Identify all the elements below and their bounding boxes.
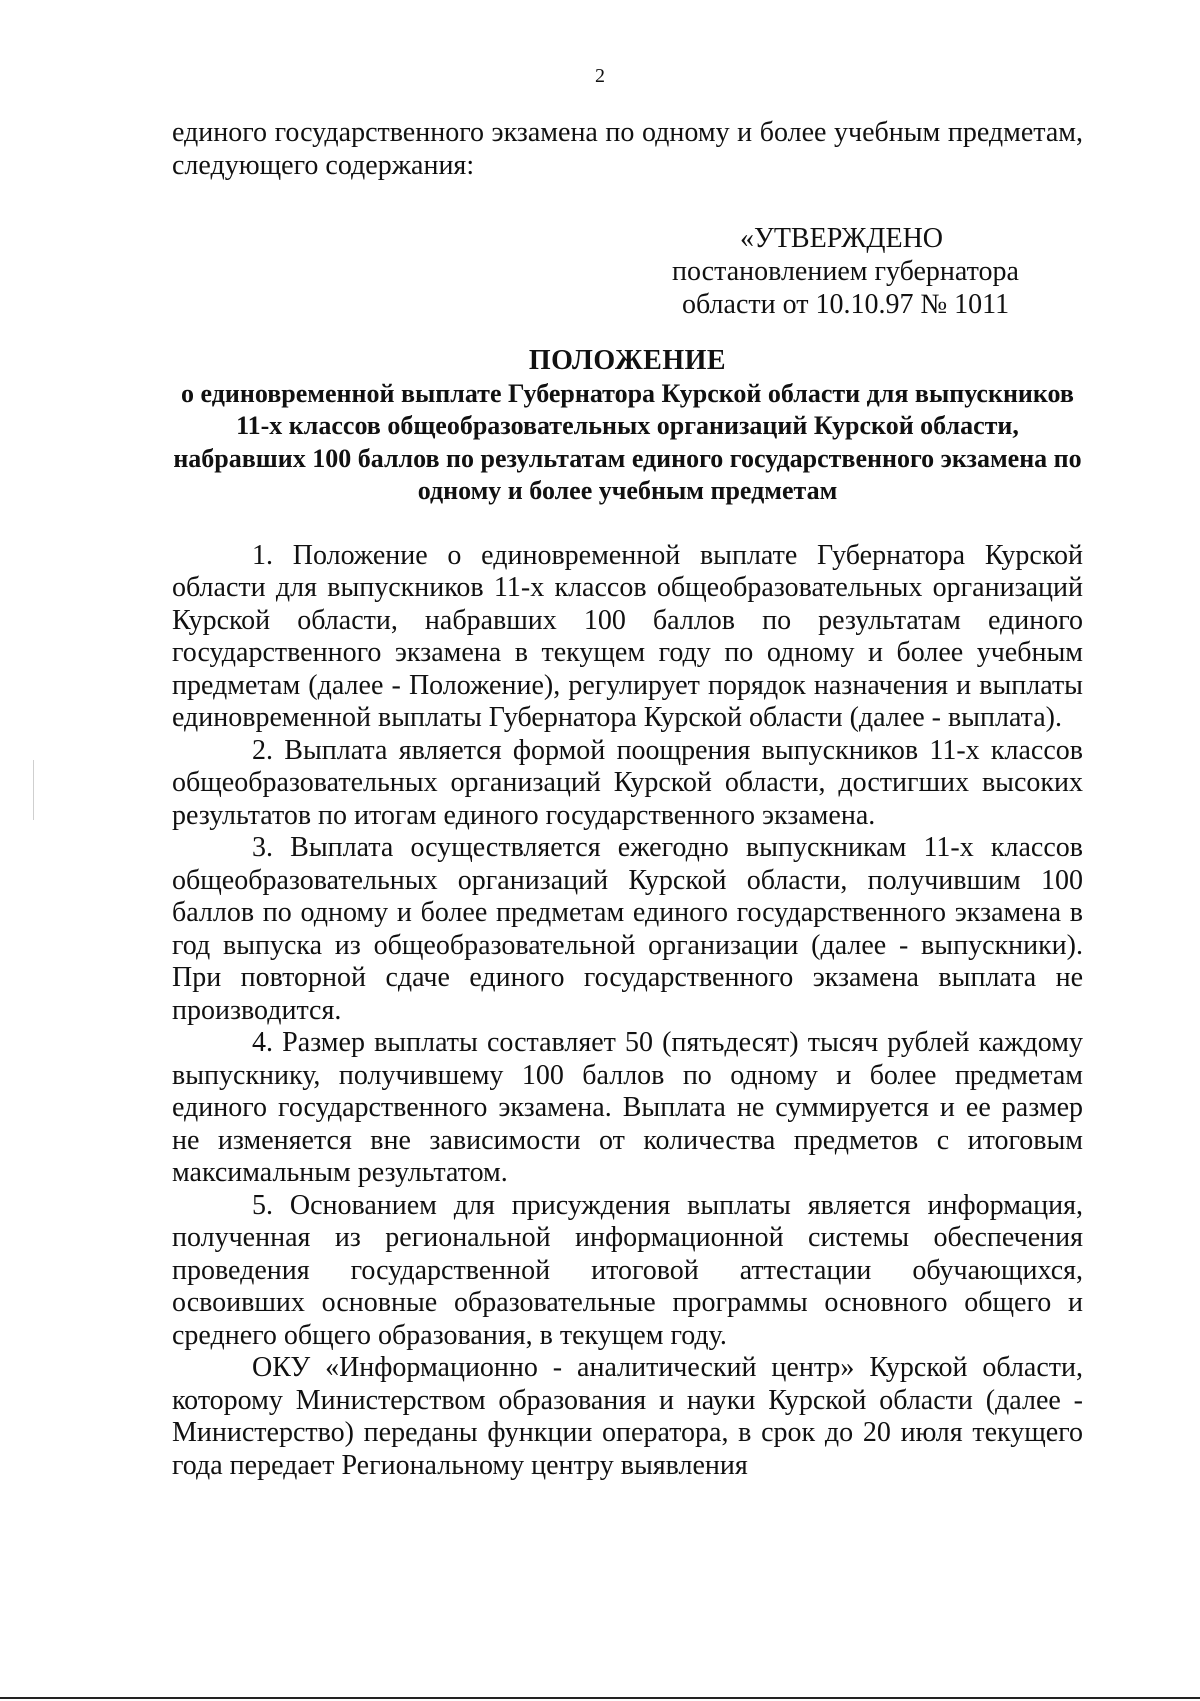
approval-line-2: постановлением губернатора — [672, 256, 1019, 287]
approval-line-1: «УТВЕРЖДЕНО — [740, 223, 944, 254]
paragraph-5: 5. Основанием для присуждения выплаты является информация, полученная из региональной информационной системы обеспечения проведения государственной итоговой аттестации обучающихся, освоивших основные образовательные программы основного общего и среднего общего образования, в текущем году. — [172, 1189, 1083, 1351]
document-subtitle: о единовременной выплате Губернатора Курской области для выпускников 11-х классов общеобразовательных организаций Курской области, набравших 100 баллов по результатам единого государственного экзамена по одному и более учебным предметам — [173, 378, 1082, 505]
approval-line-3: области от 10.10.97 № 1011 — [682, 289, 1010, 320]
paragraph-3: 3. Выплата осуществляется ежегодно выпускникам 11-х классов общеобразовательных организаций Курской области, получившим 100 баллов по одному и более предметам единого государственного экзамена в год выпуска из общеобразовательной организации (далее - выпускники). При повторной сдаче единого государственного экзамена выплата не производится. — [172, 832, 1083, 1026]
intro-text: единого государственного экзамена по одному и более учебным предметам, следующего содержания: — [172, 117, 1083, 181]
approval-block — [672, 222, 1083, 321]
scan-bottom-edge — [0, 1697, 1200, 1699]
document-title: ПОЛОЖЕНИЕ — [528, 345, 727, 376]
page-number: 2 — [595, 65, 605, 87]
paragraph-4: 4. Размер выплаты составляет 50 (пятьдесят) тысяч рублей каждому выпускнику, получившему 100 баллов по одному и более предметам единого государственного экзамена. Выплата не суммируется и ее размер не изменяется вне зависимости от количества предметов с итоговым максимальным результатом. — [172, 1027, 1083, 1188]
paragraph-2: 2. Выплата является формой поощрения выпускников 11-х классов общеобразовательных организаций Курской области, достигших высоких результатов по итогам единого государственного экзамена. — [172, 734, 1083, 831]
document-body — [172, 117, 1083, 1482]
paragraph-1: 1. Положение о единовременной выплате Губернатора Курской области для выпускников 11-х классов общеобразовательных организаций Курской области, набравших 100 баллов по результатам единого государственного экзамена в текущем году по одному и более учебным предметам (далее - Положение), регулирует порядок назначения и выплаты единовременной выплаты Губернатора Курской области (далее - выплата). — [172, 539, 1083, 733]
paragraph-6: ОКУ «Информационно - аналитический центр» Курской области, которому Министерством образования и науки Курской области (далее - Министерство) переданы функции оператора, в срок до 20 июля текущего года передает Региональному центру выявления — [172, 1352, 1083, 1481]
scan-artifact — [33, 760, 34, 820]
